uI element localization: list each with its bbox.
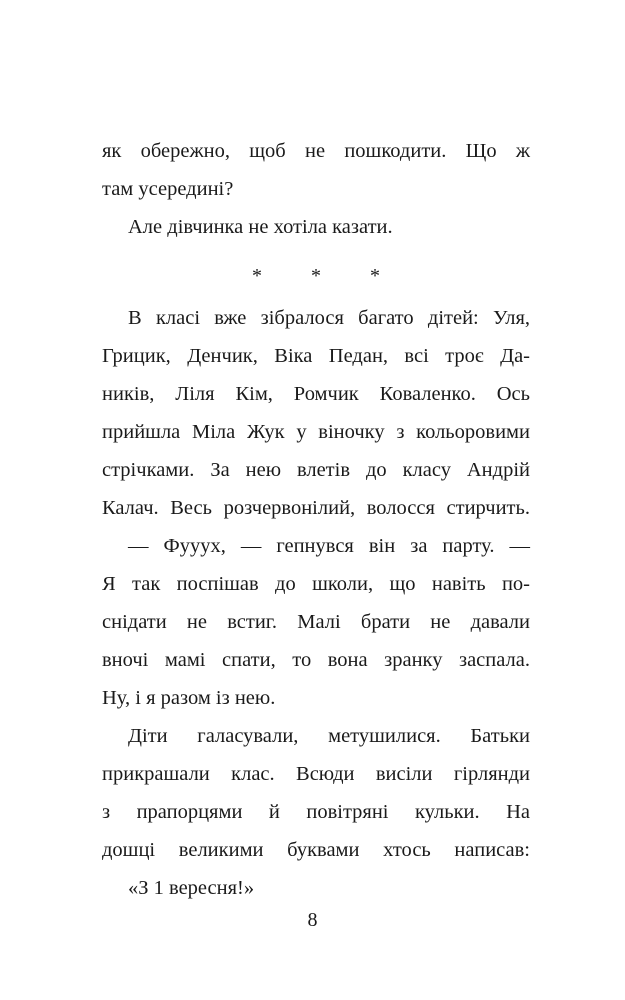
- text-line: прийшла Міла Жук у віночку з кольоровими: [102, 421, 530, 443]
- text-line: Але дівчинка не хотіла казати.: [128, 216, 393, 238]
- text-line: Ну, і я разом із нею.: [102, 687, 276, 709]
- section-separator: * * *: [252, 265, 402, 287]
- text-line: там усередині?: [102, 178, 234, 200]
- text-line: як обережно, щоб не пошкодити. Що ж: [102, 140, 530, 162]
- text-line: «З 1 вересня!»: [128, 877, 255, 899]
- text-line: Калач. Весь розчервонілий, волосся стирчить.: [102, 497, 530, 519]
- text-line: стрічками. За нею влетів до класу Андрій: [102, 459, 530, 481]
- text-line: Грицик, Денчик, Віка Педан, всі троє Да-: [102, 345, 530, 367]
- text-line: снідати не встиг. Малі брати не давали: [102, 611, 530, 633]
- page-text: [102, 132, 530, 907]
- text-line: вночі мамі спати, то вона зранку заспала.: [102, 649, 530, 671]
- text-line: з прапорцями й повітряні кульки. На: [102, 801, 530, 823]
- page-number: 8: [307, 909, 318, 931]
- text-line: Я так поспішав до школи, що навіть по-: [102, 573, 530, 595]
- text-line: Діти галасували, метушилися. Батьки: [128, 725, 530, 747]
- text-line: В класі вже зібралося багато дітей: Уля,: [128, 307, 530, 329]
- text-line: прикрашали клас. Всюди висіли гірлянди: [102, 763, 530, 785]
- text-line: дошці великими буквами хтось написав:: [102, 839, 530, 861]
- text-line: ників, Ліля Кім, Ромчик Коваленко. Ось: [102, 383, 530, 405]
- text-line: — Фууух, — гепнувся він за парту. —: [128, 535, 530, 557]
